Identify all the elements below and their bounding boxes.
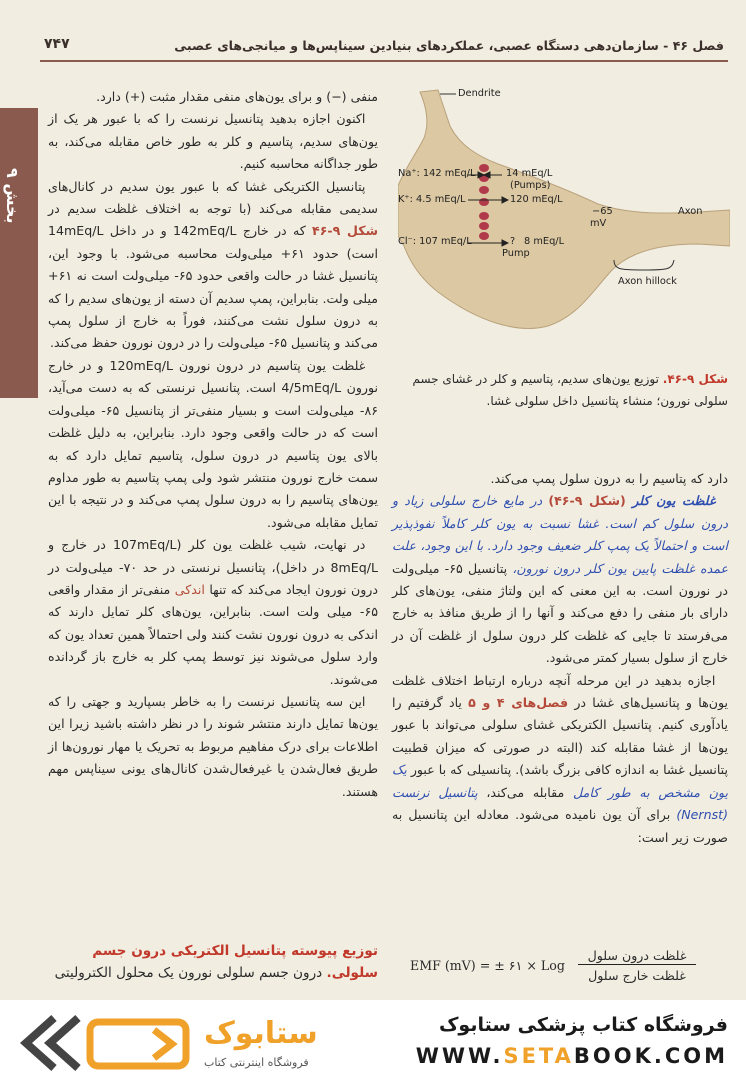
sodium-outside-label: Na⁺: 142 mEq/L	[398, 168, 476, 179]
dendrite-label: Dendrite	[458, 88, 501, 99]
store-url[interactable]: WWW.SETABOOK.COM	[415, 1044, 728, 1068]
section-heading: توزیع پیوسته پتانسیل الکتریکی درون جسم سلولی. درون جسم سلولی نورون یک محلول الکترولیتی	[54, 943, 378, 981]
figure-reference[interactable]: (شکل ۹-۴۶)	[548, 493, 626, 509]
chapter-title: فصل ۴۶ - سازمان‌دهی دستگاه عصبی، عملکردهای بنیادین سیناپس‌ها و میانجی‌های عصبی	[174, 38, 724, 53]
chloride-outside-label: Cl⁻: 107 mEq/L	[398, 236, 472, 247]
logo-text: ستابوک	[204, 1016, 318, 1051]
equation-lhs: EMF (mV) = ± ۶۱ × Log	[410, 958, 565, 973]
store-name: فروشگاه کتاب پزشکی ستابوک	[438, 1014, 728, 1036]
neuron-ion-figure	[398, 86, 730, 356]
store-footer	[0, 1000, 746, 1080]
equation-numerator: غلظت درون سلول	[578, 948, 696, 965]
chloride-question-label: ?	[510, 236, 516, 247]
paragraph: اجازه بدهید در این مرحله آنچه درباره ارتباط اختلاف غلظت یون‌ها و پتانسیل‌های غشا در فصل‌های ۴ و ۵ یاد گرفتیم را یادآوری کنیم. پتانسیل الکتریکی غشای سلولی می‌تواند با عبور یون‌ها از غشا مقابله کند (البته در صورتی که میزان قطبیت پتانسیل غشا به اندازه کافی بزرگ باشد). پتانسیلی که با عبور یک یون مشخص به طور کامل مقابله می‌کند، پتانسیل نرنست (Nernst) برای آن یون نامیده می‌شود. معادله این پتانسیل به صورت زیر است:	[392, 672, 728, 845]
equation-denominator: غلظت خارج سلول	[588, 968, 686, 983]
page-header	[40, 34, 728, 58]
right-text-column	[392, 468, 728, 849]
paragraph: اکنون اجازه بدهید پتانسیل نرنست را که با عبور هر یک از یون‌های سدیم، پتاسیم و کلر به طور خاص مقابله می‌کند، به طور جداگانه محاسبه کنیم.	[48, 111, 378, 172]
paragraph: غلظت یون پتاسیم در درون نورون 120mEq/L و در خارج نورون 4/5mEq/L است. پتانسیل نرنستی که به دست می‌آید، ۸۶- میلی‌ولت است و بسیار منفی‌تر از پتانسیل ۶۵- میلی‌ولت است که در حالت واقعی وجود دارد. بنابراین، به دلیل غلظت بالای یون پتاسیم در درون سلول، پتاسیم تمایل دارد که به سمت خارج نورون منتشر شود ولی پمپ پتاسیم به طور مداوم یون‌های پتاسیم را به درون سلول پمپ می‌کند و در نتیجه با این تمایل مقابله می‌شود.	[48, 357, 378, 530]
header-rule	[40, 60, 728, 62]
section-side-tab-label: بخش ۹	[3, 168, 22, 224]
pumps-label: (Pumps)	[510, 180, 551, 191]
membrane-potential-value: −65	[592, 206, 613, 217]
neuron-soma-diagram	[398, 86, 730, 356]
potassium-inside-label: 120 mEq/L	[510, 194, 563, 205]
store-logo[interactable]	[14, 1012, 354, 1074]
paragraph: پتانسیل الکتریکی غشا که با عبور یون سدیم در کانال‌های سدیمی مقابله می‌کند (با توجه به اختلاف غلظت سدیم در شکل ۹-۴۶ که در خارج 142mEq/L و در داخل 14mEq/L است) حدود ۶۱+ میلی‌ولت محاسبه می‌شود. با وجود این، پتانسیل غشا در حالت واقعی حدود ۶۵- میلی‌ولت است نه ۶۱+ میلی ولت. بنابراین، پمپ سدیم آن دسته از یون‌های سدیم را که به درون سلول نشت می‌کنند، فوراً به خارج از سلول پمپ می‌کند و پتانسیل ۶۵- میلی‌ولت را در درون نورون حفظ می‌کند.	[47, 178, 378, 351]
axon-hillock-label: Axon hillock	[618, 276, 677, 287]
section-side-tab	[0, 108, 38, 398]
potassium-outside-label: K⁺: 4.5 mEq/L	[398, 194, 466, 205]
emphasis-word: اندکی	[174, 581, 205, 597]
chapter-reference[interactable]: فصل‌های ۴ و ۵	[468, 695, 569, 711]
pump-label: Pump	[502, 248, 530, 259]
paragraph: در نهایت، شیب غلظت یون کلر (107mEq/L در خارج و 8mEq/L در داخل)، پتانسیل نرنستی در حد ۷۰- میلی‌ولت در درون نورون ایجاد می‌کند که تنها اندکی منفی‌تر از مقدار واقعی ۶۵- میلی ولت است. بنابراین، یون‌های کلر تمایل دارند که اندکی به درون نورون نشت کنند ولی احتمالاً همین تعداد یون که وارد سلول می‌شوند نیز توسط پمپ کلر به خارج باز گردانده می‌شوند.	[48, 537, 378, 687]
paragraph: غلظت یون کلر (شکل ۹-۴۶) در مایع خارج سلولی زیاد و درون سلول کم است. غشا نسبت به یون کلر کاملاً نفوذپذیر است و احتمالاً یک پمپ کلر ضعیف وجود دارد. با این وجود، علت عمده غلظت پایین یون کلر درون نورون، پتانسیل ۶۵- میلی‌ولت در نورون است. به این معنی که این ولتاژ منفی، یون‌های کلر دارای بار منفی را دفع می‌کند و آنها را از طریق منافذ به خارج می‌فرستد تا جایی که غلظت کلر درون سلول از غلظت آن در خارج از سلول بسیار کمتر می‌شود.	[392, 493, 729, 666]
membrane-potential-unit: mV	[590, 218, 607, 229]
paragraph: منفی (−) و برای یون‌های منفی مقدار مثبت (+) دارد.	[96, 89, 378, 104]
figure-caption: شکل ۹-۴۶. توزیع یون‌های سدیم، پتاسیم و کلر در غشای جسم سلولی نورون؛ منشاء پتانسیل داخل سلولی غشا.	[412, 372, 728, 408]
axon-label: Axon	[678, 206, 703, 217]
paragraph: دارد که پتاسیم را به درون سلول پمپ می‌کند.	[490, 471, 728, 486]
logo-chevrons-icon	[14, 1012, 194, 1074]
figure-reference[interactable]: شکل ۹-۴۶	[312, 223, 378, 239]
sodium-inside-label: 14 mEq/L	[506, 168, 553, 179]
paragraph: این سه پتانسیل نرنست را به خاطر بسپارید و جهتی را که یون‌ها تمایل دارند منتشر شوند را در نظر داشته باشید زیرا این اطلاعات برای درک مفاهیم مربوط به تحریک یا مهار نورون‌ها از طریق فعال‌شدن یا غیرفعال‌شدن کانال‌های یونی سیناپس مهم هستند.	[48, 693, 378, 799]
logo-subtitle: فروشگاه اینترنتی کتاب	[204, 1056, 309, 1069]
left-text-column	[48, 86, 378, 803]
caption-lead: شکل ۹-۴۶.	[662, 372, 728, 386]
nernst-equation	[402, 948, 712, 988]
page-number: ۷۴۷	[44, 36, 70, 52]
chloride-inside-label: 8 mEq/L	[524, 236, 565, 247]
